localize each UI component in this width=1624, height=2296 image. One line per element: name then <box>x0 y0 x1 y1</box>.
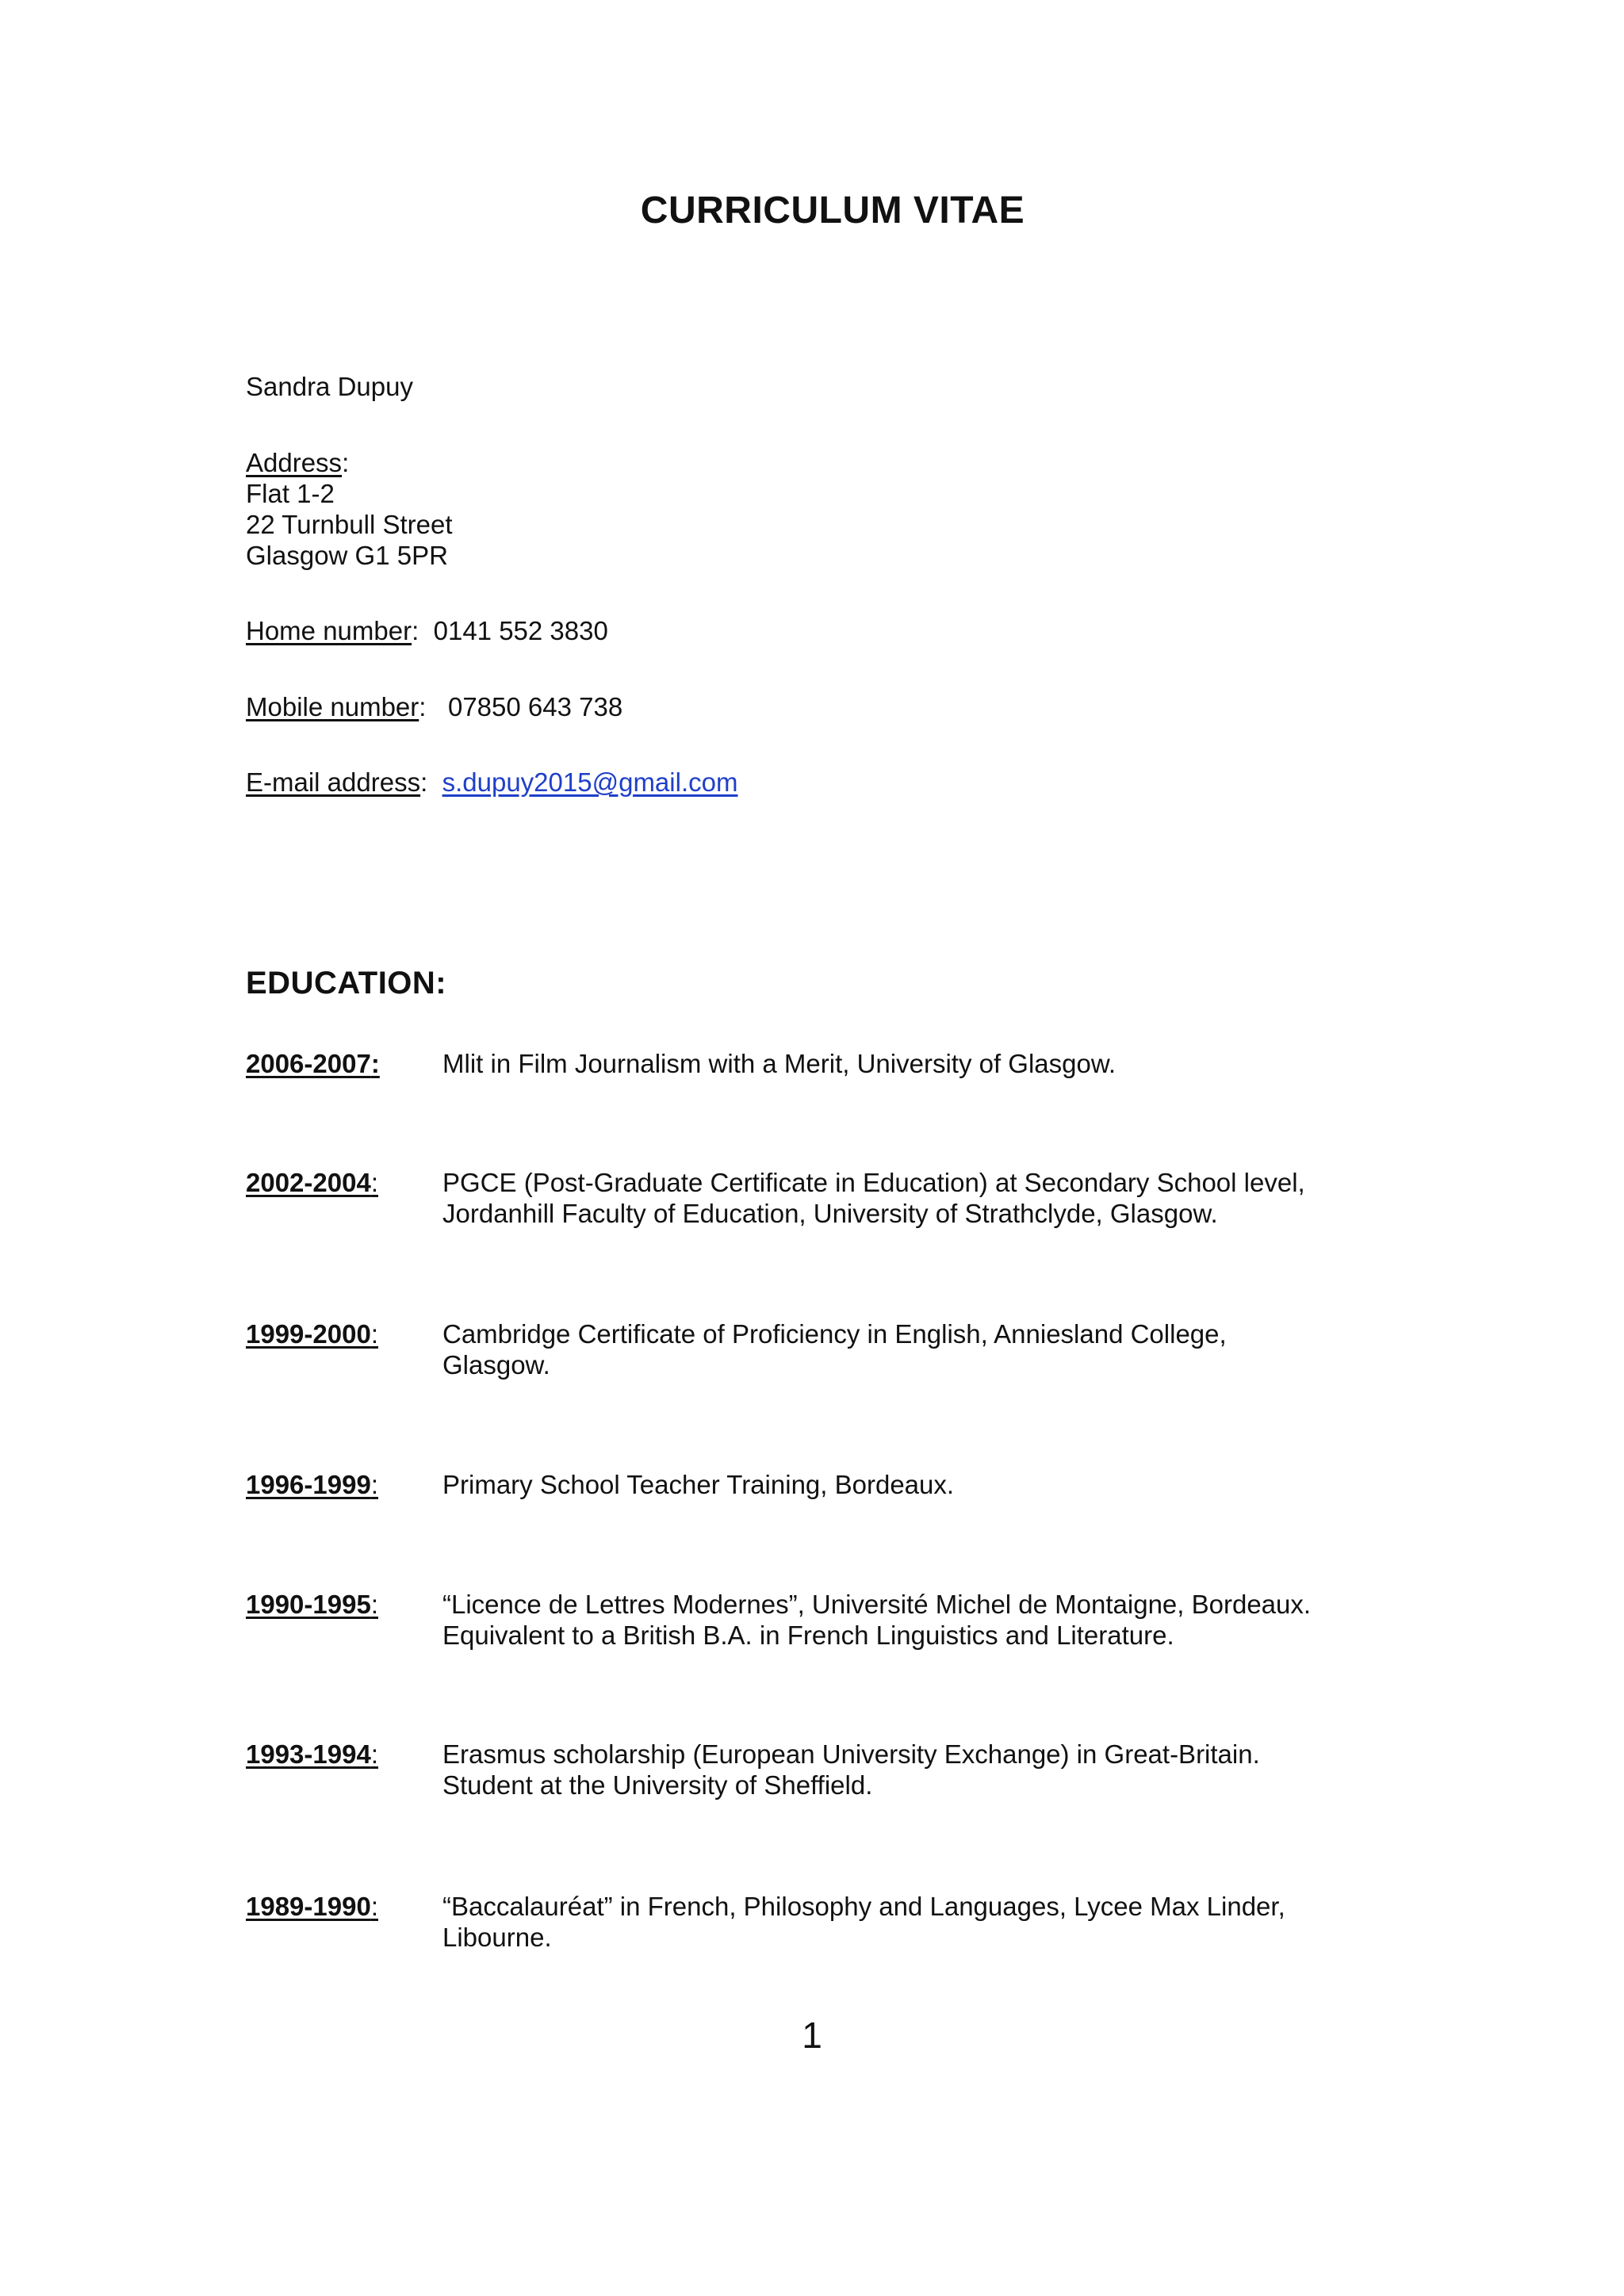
education-date-text: 1993-1994 <box>246 1739 371 1769</box>
education-date <box>246 1739 378 1770</box>
mobile-number-colon: : <box>419 692 427 721</box>
document-title: CURRICULUM VITAE <box>640 189 1025 232</box>
education-date <box>246 1167 378 1198</box>
home-number-value: 0141 552 3830 <box>433 616 608 645</box>
education-date-colon: : <box>370 1470 378 1499</box>
education-description-line: Primary School Teacher Training, Bordeaux. <box>442 1470 955 1499</box>
education-date-colon: : <box>370 1319 378 1349</box>
education-date <box>246 1318 378 1349</box>
education-description-line: Equivalent to a British B.A. in French Linguistics and Literature. <box>442 1621 1174 1650</box>
education-date-text: 2002-2004 <box>246 1168 371 1197</box>
education-description <box>442 1891 1592 1953</box>
education-description <box>442 1167 1592 1229</box>
education-description <box>442 1589 1592 1651</box>
education-date-text: 1996-1999 <box>246 1470 371 1499</box>
home-number-label: Home number <box>246 616 412 645</box>
email-link[interactable]: s.dupuy2015@gmail.com <box>442 767 738 797</box>
education-description-line: Erasmus scholarship (European University Exchange) in Great-Britain. <box>442 1739 1260 1769</box>
education-description-line: Student at the University of Sheffield. <box>442 1770 873 1800</box>
education-description <box>442 1048 1592 1079</box>
mobile-number-value: 07850 643 738 <box>447 692 623 721</box>
education-date-text: 1999-2000 <box>246 1319 371 1349</box>
address-line-2: 22 Turnbull Street <box>246 510 453 539</box>
education-date-colon: : <box>370 1892 378 1921</box>
education-description-line: Jordanhill Faculty of Education, University of Strathclyde, Glasgow. <box>442 1199 1218 1228</box>
education-date <box>246 1048 380 1079</box>
education-date-colon: : <box>370 1590 378 1619</box>
education-date <box>246 1469 378 1500</box>
email-row <box>246 767 737 798</box>
address-line-3: Glasgow G1 5PR <box>246 541 448 570</box>
email-colon: : <box>420 767 428 797</box>
education-date-text: 1989-1990 <box>246 1892 371 1921</box>
education-description-line: Mlit in Film Journalism with a Merit, University of Glasgow. <box>442 1049 1116 1078</box>
mobile-number-label: Mobile number <box>246 692 419 721</box>
education-description-line: “Licence de Lettres Modernes”, Université Michel de Montaigne, Bordeaux. <box>442 1590 1312 1619</box>
education-date <box>246 1589 378 1620</box>
address-label-colon: : <box>342 448 350 477</box>
education-date-text: 1990-1995 <box>246 1590 371 1619</box>
education-date-colon: : <box>370 1049 380 1078</box>
address-block <box>246 447 453 571</box>
education-description <box>442 1739 1592 1800</box>
education-description-line: PGCE (Post-Graduate Certificate in Education) at Secondary School level, <box>442 1168 1305 1197</box>
education-description-line: Cambridge Certificate of Proficiency in English, Anniesland College, <box>442 1319 1227 1349</box>
address-label: Address <box>246 448 343 477</box>
education-description <box>442 1469 1592 1500</box>
education-date-text: 2006-2007 <box>246 1049 371 1078</box>
education-date <box>246 1891 378 1922</box>
home-number-row <box>246 615 608 646</box>
page-number: 1 <box>802 2015 822 2056</box>
email-label: E-mail address <box>246 767 421 797</box>
education-heading: EDUCATION: <box>246 966 447 1001</box>
home-number-colon: : <box>412 616 419 645</box>
education-description-line: “Baccalauréat” in French, Philosophy and Languages, Lycee Max Linder, <box>442 1892 1285 1921</box>
address-line-1: Flat 1-2 <box>246 479 335 508</box>
address-heading <box>246 447 453 478</box>
education-description-line: Glasgow. <box>442 1350 550 1380</box>
education-date-colon: : <box>370 1168 378 1197</box>
education-description <box>442 1318 1592 1380</box>
person-name: Sandra Dupuy <box>246 372 413 401</box>
education-date-colon: : <box>370 1739 378 1769</box>
mobile-number-row <box>246 691 622 722</box>
education-description-line: Libourne. <box>442 1923 552 1952</box>
